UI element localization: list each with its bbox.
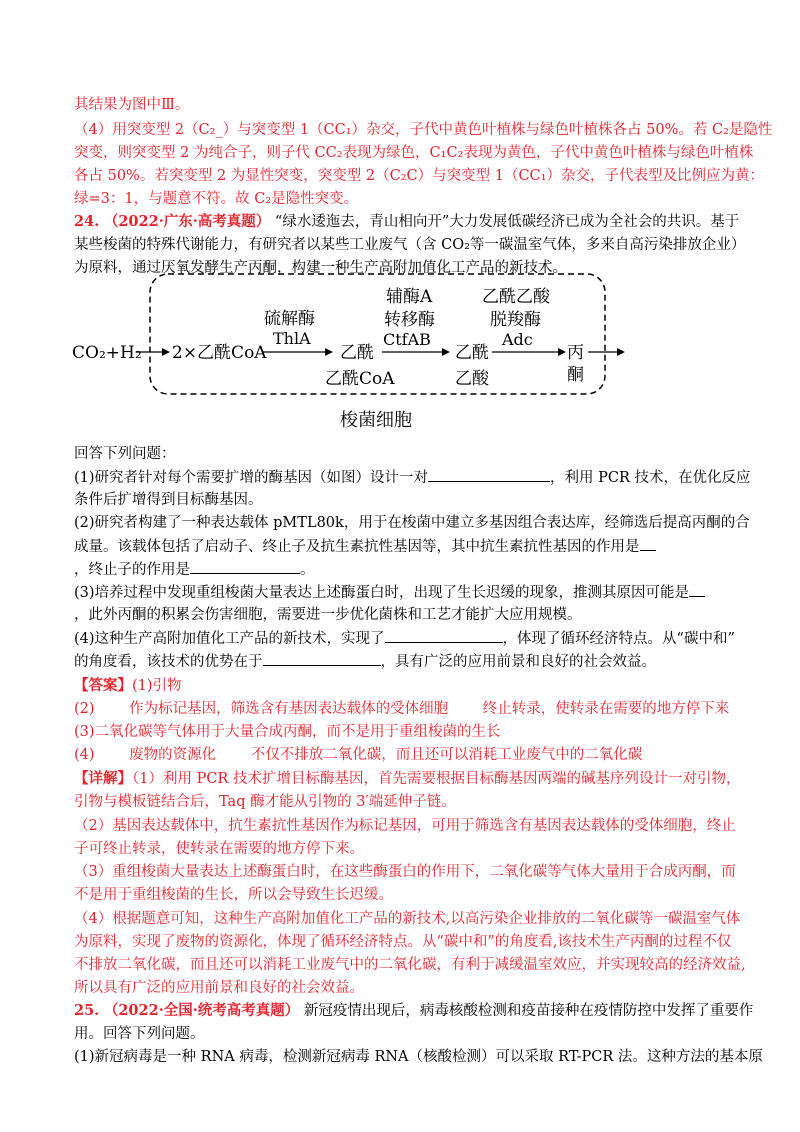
- text-line: 为原料，通过厌氧发酵生产丙酮，构建一种生产高附加值化工产品的新技术。: [74, 260, 567, 276]
- question-text: 新冠疫情出现后，病毒核酸检测和疫苗接种在疫情防控中发挥了重要作: [303, 1003, 754, 1019]
- node-acetyl-3: 乙酰: [455, 343, 489, 363]
- text-line: 回答下列问题：: [74, 446, 176, 462]
- enzyme-code: CtfAB: [383, 330, 431, 349]
- question-text: ，具有广泛的应用前景和良好的社会效益。: [380, 654, 656, 670]
- question-24-header: [74, 212, 739, 232]
- question-text: “绿水逶迤去，青山相向开”大力发展低碳经济已成为全社会的共识。基于: [274, 214, 740, 230]
- question-part-2-cont: [74, 559, 315, 580]
- detail-line: 所以具有广泛的应用前景和良好的社会效益。: [74, 980, 364, 996]
- answer-text: 作为标记基因，筛选含有基因表达载体的受体细胞: [129, 701, 449, 717]
- answer-line: [74, 676, 182, 696]
- detail-line: [74, 769, 740, 789]
- question-source: （2022·广东·高考真题）: [103, 213, 271, 230]
- question-text: 。: [300, 562, 315, 578]
- question-part-4: [74, 628, 735, 649]
- node-acetic-acid: 乙酸: [455, 369, 489, 389]
- enzyme-name: 乙酰乙酸: [482, 287, 550, 307]
- arrowhead: [558, 348, 566, 356]
- arrowhead: [325, 348, 333, 356]
- node-acetyl-coa-2: 乙酰CoA: [325, 369, 395, 389]
- answer-line: [74, 699, 729, 719]
- question-part-3: [74, 582, 705, 603]
- text-line: 绿=3：1，与题意不符。故 C₂是隐性突变。: [74, 191, 359, 207]
- question-source: （2022·全国·统考高考真题）: [103, 1002, 300, 1019]
- arrowhead: [442, 348, 450, 356]
- answer-text: 不仅不排放二氧化碳，而且还可以消耗工业废气中的二氧化碳: [250, 747, 643, 763]
- detail-line: 为原料，实现了废物的资源化，体现了循环经济特点。从“碳中和”的角度看,该技术生产丙酮的过程不仅: [74, 934, 732, 950]
- text-line: 某些梭菌的特殊代谢能力，有研究者以某些工业废气（含 CO₂等一碳温室气体，多来自高污染排放企业）: [74, 237, 746, 253]
- output-acetone: 丙: [567, 343, 584, 363]
- question-text: (4)这种生产高附加值化工产品的新技术，实现了: [74, 631, 385, 647]
- question-part-1: [74, 467, 751, 488]
- enzyme-name: 硫解酶: [264, 309, 315, 329]
- question-text: ，体现了循环经济特点。从“碳中和”: [502, 631, 735, 647]
- pathway-diagram: [70, 272, 630, 432]
- arrowhead: [162, 348, 170, 356]
- detail-line: （3）重组梭菌大量表达上述酶蛋白时，在这些酶蛋白的作用下，二氧化碳等气体大量用于合成丙酮，而: [74, 864, 736, 880]
- detail-text: （1）利用 PCR 技术扩增目标酶基因，首先需要根据目标酶基因两端的碱基序列设计一对引物，: [132, 771, 741, 787]
- question-number: 25.: [74, 1002, 100, 1019]
- text-line: 条件后扩增得到目标酶基因。: [74, 492, 263, 508]
- question-text: 成量。该载体包括了启动子、终止子及抗生素抗性基因等，其中抗生素抗性基因的作用是: [74, 539, 640, 555]
- detail-line: 引物与模板链结合后，Taq 酶才能从引物的 3′端延伸子链。: [74, 794, 456, 810]
- text-line: （4）用突变型 2（C₂_）与突变型 1（CC₁）杂交，子代中黄色叶植株与绿色叶植株各占 50%。若 C₂是隐性: [74, 122, 773, 138]
- answer-blank[interactable]: [263, 651, 381, 666]
- answer-line: [74, 745, 642, 765]
- enzyme-name: 转移酶: [384, 310, 435, 330]
- question-25-header: [74, 1001, 753, 1021]
- detail-line: 子可终止转录，使转录在需要的地方停下来。: [74, 841, 364, 857]
- answer-number: (4): [74, 747, 95, 763]
- enzyme-code: ThlA: [273, 329, 311, 348]
- enzyme-code: Adc: [502, 330, 533, 349]
- diagram-caption: 梭菌细胞: [340, 410, 412, 431]
- text-line: (2)研究者构建了一种表达载体 pMTL80k，用于在梭菌中建立多基因组合表达库，经筛选后提高丙酮的合: [74, 515, 750, 531]
- node-acetyl-coa: 2×乙酰CoA: [172, 343, 267, 363]
- enzyme-name: 脱羧酶: [490, 310, 541, 330]
- answer-blank[interactable]: [640, 536, 656, 551]
- answer-blank[interactable]: [689, 582, 705, 597]
- answer-line: (3)二氧化碳等气体用于大量合成丙酮，而不是用于重组梭菌的生长: [74, 724, 501, 740]
- detail-line: 不是用于重组梭菌的生长，所以会导致生长迟缓。: [74, 887, 393, 903]
- question-number: 24.: [74, 213, 100, 230]
- detail-line: （2）基因表达载体中，抗生素抗性基因作为标记基因，可用于筛选含有基因表达载体的受体细胞，终止: [74, 818, 736, 834]
- input-label: CO₂+H₂: [72, 343, 142, 363]
- question-text: ，利用 PCR 技术，在优化反应: [550, 470, 751, 486]
- answer-blank[interactable]: [385, 628, 503, 643]
- arrowhead: [617, 348, 625, 356]
- question-text: (1)研究者针对每个需要扩增的酶基因（如图）设计一对: [74, 470, 429, 486]
- enzyme-name: 辅酶A: [386, 287, 433, 307]
- question-part-4-cont: [74, 651, 656, 672]
- question-text: 的角度看，该技术的优势在于: [74, 654, 263, 670]
- node-acetyl: 乙酰: [340, 343, 374, 363]
- question-text: (3)培养过程中发现重组梭菌大量表达上述酶蛋白时，出现了生长迟缓的现象，推测其原因可能是: [74, 585, 690, 601]
- answer-number: (2): [74, 701, 95, 717]
- answer-text: 终止转录，使转录在需要的地方停下来: [482, 701, 730, 717]
- question-text: ，终止子的作用是: [74, 562, 190, 578]
- answer-tag: 【答案】: [74, 677, 132, 694]
- detail-line: 不排放二氧化碳，而且还可以消耗工业废气中的二氧化碳，有利于减缓温室效应，并实现较高的经济效益,: [74, 957, 746, 973]
- text-line: ，此外丙酮的积累会伤害细胞，需要进一步优化菌株和工艺才能扩大应用规模。: [74, 607, 582, 623]
- answer-blank[interactable]: [428, 467, 550, 482]
- text-line: 各占 50%。若突变型 2 为显性突变，突变型 2（C₂C）与突变型 1（CC₁）杂交，子代表型及比例应为黄：: [74, 168, 764, 184]
- answer-text: (1)引物: [132, 678, 182, 694]
- detail-tag: 【详解】: [74, 770, 132, 787]
- answer-blank[interactable]: [190, 559, 300, 574]
- text-line: 突变，则突变型 2 为纯合子，则子代 CC₂表现为绿色，C₁C₂表现为黄色，子代中黄色叶植株与绿色叶植株: [74, 145, 754, 161]
- text-line: (1)新冠病毒是一种 RNA 病毒，检测新冠病毒 RNA（核酸检测）可以采取 RT-PCR 法。这种方法的基本原: [74, 1049, 763, 1065]
- question-part-2: [74, 536, 656, 557]
- text-line: 其结果为图中Ⅲ。: [74, 97, 190, 113]
- answer-text: 废物的资源化: [129, 747, 217, 763]
- text-line: 用。回答下列问题。: [74, 1026, 205, 1042]
- output-acetone: 酮: [567, 365, 584, 385]
- detail-line: （4）根据题意可知，这种生产高附加值化工产品的新技术,以高污染企业排放的二氧化碳等一碳温室气体: [74, 911, 741, 927]
